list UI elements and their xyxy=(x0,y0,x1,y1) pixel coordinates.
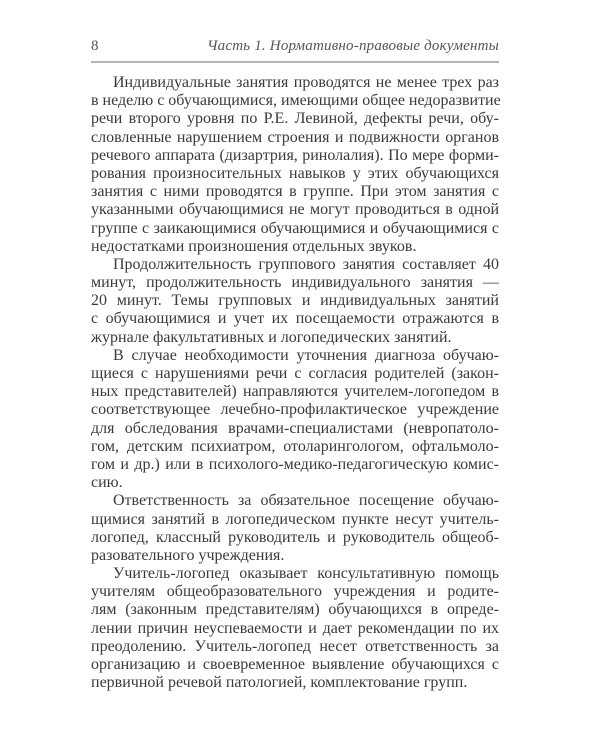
text-line: разовательного учреждения. xyxy=(91,546,285,564)
text-line: первичной речевой патологией, комплектование групп. xyxy=(91,674,468,692)
text-line: лям (законным представителям) обучающихся в опреде- xyxy=(91,601,499,619)
text-line: указанными обучающимися не могут проводиться в одной xyxy=(91,201,499,219)
text-line: рования произносительных навыков у этих обучающихся xyxy=(91,164,499,182)
page-number: 8 xyxy=(91,38,99,54)
running-title: Часть 1. Нормативно-правовые документы xyxy=(207,38,499,54)
text-line: журнале факультативных и логопедических занятий. xyxy=(91,328,452,346)
text-line: 20 минут. Темы групповых и индивидуальных занятий xyxy=(91,292,499,310)
text-line: Учитель-логопед оказывает консультативную помощь xyxy=(113,565,499,583)
page-body xyxy=(91,74,499,692)
paragraph xyxy=(91,347,499,493)
page-header xyxy=(91,38,499,58)
text-line: учителям общеобразовательного учреждения и родите- xyxy=(91,583,499,601)
text-line: для обследования врачами-специалистами (невропатоло- xyxy=(91,419,499,437)
text-line: лении причин неуспеваемости и дает рекомендации по их xyxy=(91,619,499,637)
text-line: минут, продолжительность индивидуального занятия — xyxy=(91,274,499,292)
text-line: щимися занятий в логопедическом пункте несут учитель- xyxy=(91,510,499,528)
text-line: гом, детским психиатром, отоларингологом, офтальмоло- xyxy=(91,437,499,455)
text-line: логопед, классный руководитель и руководитель общеоб- xyxy=(91,528,499,546)
header-rule xyxy=(91,61,499,63)
text-line: преодолению. Учитель-логопед несет ответственность за xyxy=(91,637,499,655)
text-line: в неделю с обучающимися, имеющими общее недоразвитие xyxy=(91,92,501,110)
paragraph xyxy=(91,74,499,256)
text-line: недостатками произношения отдельных звуков. xyxy=(91,237,417,255)
text-line: В случае необходимости уточнения диагноза обучаю- xyxy=(113,346,499,364)
text-line: речевого аппарата (дизартрия, ринолалия). По мере форми- xyxy=(91,146,499,164)
text-line: речи второго уровня по Р.Е. Левиной, дефекты речи, обу- xyxy=(91,110,499,128)
text-line: Индивидуальные занятия проводятся не менее трех раз xyxy=(113,74,499,91)
text-line: с обучающимися и учет их посещаемости отражаются в xyxy=(91,310,499,328)
text-line: словленные нарушением строения и подвижности органов xyxy=(91,128,499,146)
text-line: Продолжительность группового занятия составляет 40 xyxy=(113,255,499,273)
text-line: щиеся с нарушениями речи с согласия родителей (закон- xyxy=(91,365,499,382)
text-line: ных представителей) направляются учителем-логопедом в xyxy=(91,383,499,401)
text-line: занятия с ними проводятся в группе. При этом занятия с xyxy=(91,183,499,201)
paragraph xyxy=(91,565,499,692)
text-line: гом и др.) или в психолого-медико-педагогическую комис- xyxy=(91,455,499,473)
text-line: Ответственность за обязательное посещение обучаю- xyxy=(113,492,499,510)
text-line: сию. xyxy=(91,474,123,492)
paragraph xyxy=(91,492,499,565)
text-line: группе с заикающимися обучающимися и обучающимися с xyxy=(91,219,499,237)
text-line: соответствующее лечебно-профилактическое учреждение xyxy=(91,401,499,419)
text-line: организацию и своевременное выявление обучающихся с xyxy=(91,656,499,673)
paragraph xyxy=(91,256,499,347)
